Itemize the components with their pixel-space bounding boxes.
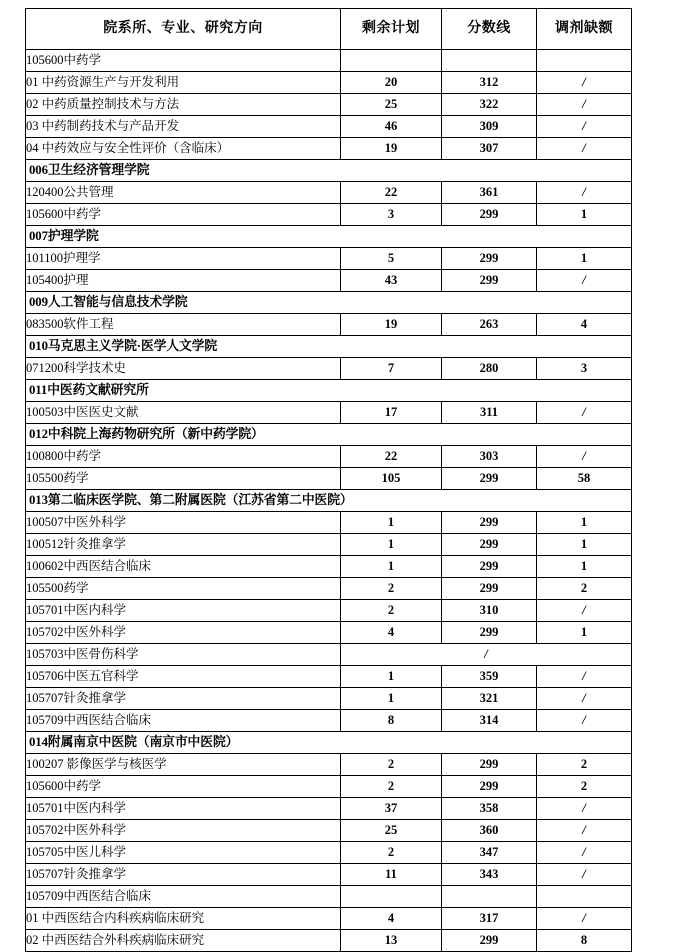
cell-remaining-plan: 7 [341, 358, 442, 380]
table-row [26, 798, 632, 820]
cell-remaining-plan: 4 [341, 908, 442, 930]
section-header-row [26, 336, 632, 358]
cell-adjust-deficit [537, 886, 632, 908]
table-row [26, 314, 632, 336]
table-header-row [26, 9, 632, 50]
cell-remaining-plan: 1 [341, 666, 442, 688]
table-row [26, 534, 632, 556]
cell-major: 105702中医外科学 [26, 622, 341, 644]
cell-remaining-plan: 11 [341, 864, 442, 886]
cell-remaining-plan: 19 [341, 314, 442, 336]
cell-major: 101100护理学 [26, 248, 341, 270]
cell-adjust-deficit: / [537, 270, 632, 292]
column-header-deficit: 调剂缺额 [537, 9, 632, 50]
cell-adjust-deficit: 1 [537, 512, 632, 534]
cell-score-line: 299 [442, 468, 537, 490]
section-header-label: 006卫生经济管理学院 [26, 160, 632, 182]
table-row [26, 930, 632, 952]
cell-major: 105500药学 [26, 578, 341, 600]
section-header-label: 007护理学院 [26, 226, 632, 248]
cell-remaining-plan: 4 [341, 622, 442, 644]
cell-score-line: 312 [442, 72, 537, 94]
cell-major: 01 中药资源生产与开发利用 [26, 72, 341, 94]
section-header-row [26, 490, 632, 512]
cell-adjust-deficit: 3 [537, 358, 632, 380]
cell-remaining-plan: 2 [341, 776, 442, 798]
table-row [26, 578, 632, 600]
cell-major: 100503中医医史文献 [26, 402, 341, 424]
table-row [26, 402, 632, 424]
cell-major: 105707针灸推拿学 [26, 864, 341, 886]
cell-score-line: 299 [442, 930, 537, 952]
column-header-score: 分数线 [442, 9, 537, 50]
cell-score-line: 310 [442, 600, 537, 622]
section-header-row [26, 292, 632, 314]
table-row [26, 776, 632, 798]
cell-score-line: 299 [442, 512, 537, 534]
section-header-row [26, 424, 632, 446]
cell-score-line: 299 [442, 204, 537, 226]
table-row [26, 138, 632, 160]
section-header-row [26, 160, 632, 182]
cell-major: 105709中西医结合临床 [26, 886, 341, 908]
cell-score-line: 280 [442, 358, 537, 380]
cell-major: 105707针灸推拿学 [26, 688, 341, 710]
table-row [26, 204, 632, 226]
cell-remaining-plan: 1 [341, 512, 442, 534]
table-row [26, 116, 632, 138]
cell-major: 02 中西医结合外科疾病临床研究 [26, 930, 341, 952]
cell-remaining-plan [341, 886, 442, 908]
cell-adjust-deficit: 1 [537, 622, 632, 644]
cell-score-line: 358 [442, 798, 537, 820]
cell-adjust-deficit: 8 [537, 930, 632, 952]
cell-score-line: 303 [442, 446, 537, 468]
cell-adjust-deficit: / [537, 600, 632, 622]
table-row [26, 864, 632, 886]
cell-remaining-plan: 3 [341, 204, 442, 226]
cell-score-line: 299 [442, 578, 537, 600]
cell-adjust-deficit: 2 [537, 578, 632, 600]
cell-major: 105600中药学 [26, 204, 341, 226]
table-header [26, 9, 632, 50]
cell-adjust-deficit: / [537, 402, 632, 424]
section-header-label: 014附属南京中医院（南京市中医院） [26, 732, 632, 754]
cell-score-line: 317 [442, 908, 537, 930]
table-row [26, 710, 632, 732]
cell-score-line: 361 [442, 182, 537, 204]
cell-major: 105500药学 [26, 468, 341, 490]
cell-score-line: 299 [442, 776, 537, 798]
cell-adjust-deficit: 1 [537, 204, 632, 226]
cell-merged-value: / [341, 644, 632, 666]
cell-remaining-plan: 8 [341, 710, 442, 732]
cell-remaining-plan: 2 [341, 578, 442, 600]
cell-remaining-plan [341, 50, 442, 72]
cell-major: 105703中医骨伤科学 [26, 644, 341, 666]
cell-score-line: 322 [442, 94, 537, 116]
cell-major: 105400护理 [26, 270, 341, 292]
cell-adjust-deficit: / [537, 116, 632, 138]
cell-remaining-plan: 25 [341, 94, 442, 116]
adjustment-quota-table [25, 8, 632, 952]
cell-score-line: 299 [442, 556, 537, 578]
table-row [26, 688, 632, 710]
cell-remaining-plan: 2 [341, 754, 442, 776]
section-header-row [26, 380, 632, 402]
cell-adjust-deficit: 1 [537, 248, 632, 270]
table-row [26, 358, 632, 380]
column-header-plan: 剩余计划 [341, 9, 442, 50]
cell-major: 105706中医五官科学 [26, 666, 341, 688]
cell-adjust-deficit: / [537, 842, 632, 864]
table-row [26, 248, 632, 270]
table-row [26, 622, 632, 644]
section-header-label: 011中医药文献研究所 [26, 380, 632, 402]
section-header-label: 010马克思主义学院·医学人文学院 [26, 336, 632, 358]
adjustment-quota-table-wrapper [25, 8, 631, 952]
table-row [26, 182, 632, 204]
cell-score-line: 343 [442, 864, 537, 886]
cell-remaining-plan: 37 [341, 798, 442, 820]
table-row [26, 446, 632, 468]
table-row [26, 886, 632, 908]
cell-adjust-deficit: 1 [537, 556, 632, 578]
cell-remaining-plan: 2 [341, 842, 442, 864]
section-header-label: 009人工智能与信息技术学院 [26, 292, 632, 314]
cell-adjust-deficit: / [537, 820, 632, 842]
cell-score-line: 347 [442, 842, 537, 864]
cell-major: 105705中医儿科学 [26, 842, 341, 864]
cell-major: 105600中药学 [26, 50, 341, 72]
cell-remaining-plan: 1 [341, 534, 442, 556]
cell-major: 105701中医内科学 [26, 600, 341, 622]
cell-major: 105701中医内科学 [26, 798, 341, 820]
cell-adjust-deficit: / [537, 688, 632, 710]
section-header-label: 013第二临床医学院、第二附属医院（江苏省第二中医院） [26, 490, 632, 512]
cell-score-line [442, 886, 537, 908]
cell-adjust-deficit: 58 [537, 468, 632, 490]
section-header-row [26, 732, 632, 754]
cell-score-line: 263 [442, 314, 537, 336]
cell-adjust-deficit: / [537, 710, 632, 732]
cell-score-line: 360 [442, 820, 537, 842]
cell-adjust-deficit: / [537, 72, 632, 94]
cell-major: 105702中医外科学 [26, 820, 341, 842]
cell-remaining-plan: 105 [341, 468, 442, 490]
table-row [26, 908, 632, 930]
cell-major: 02 中药质量控制技术与方法 [26, 94, 341, 116]
column-header-major: 院系所、专业、研究方向 [26, 9, 341, 50]
cell-major: 100800中药学 [26, 446, 341, 468]
cell-adjust-deficit: 4 [537, 314, 632, 336]
cell-remaining-plan: 20 [341, 72, 442, 94]
cell-remaining-plan: 1 [341, 688, 442, 710]
cell-major: 01 中西医结合内科疾病临床研究 [26, 908, 341, 930]
table-body [26, 50, 632, 952]
cell-adjust-deficit: / [537, 666, 632, 688]
cell-remaining-plan: 46 [341, 116, 442, 138]
table-row [26, 820, 632, 842]
cell-score-line: 309 [442, 116, 537, 138]
cell-score-line: 311 [442, 402, 537, 424]
table-row [26, 644, 632, 666]
cell-adjust-deficit: / [537, 182, 632, 204]
cell-major: 083500软件工程 [26, 314, 341, 336]
cell-adjust-deficit: / [537, 94, 632, 116]
cell-major: 105600中药学 [26, 776, 341, 798]
cell-major: 105709中西医结合临床 [26, 710, 341, 732]
cell-adjust-deficit: 1 [537, 534, 632, 556]
cell-major: 071200科学技术史 [26, 358, 341, 380]
cell-remaining-plan: 43 [341, 270, 442, 292]
cell-major: 04 中药效应与安全性评价（含临床） [26, 138, 341, 160]
cell-adjust-deficit: / [537, 446, 632, 468]
table-row [26, 600, 632, 622]
cell-remaining-plan: 5 [341, 248, 442, 270]
cell-score-line: 299 [442, 270, 537, 292]
cell-score-line: 299 [442, 248, 537, 270]
cell-score-line: 299 [442, 754, 537, 776]
cell-score-line: 314 [442, 710, 537, 732]
table-row [26, 666, 632, 688]
table-row [26, 270, 632, 292]
table-row [26, 468, 632, 490]
cell-adjust-deficit: / [537, 138, 632, 160]
cell-score-line: 321 [442, 688, 537, 710]
cell-score-line [442, 50, 537, 72]
cell-major: 100207 影像医学与核医学 [26, 754, 341, 776]
cell-major: 100512针灸推拿学 [26, 534, 341, 556]
cell-score-line: 299 [442, 622, 537, 644]
cell-remaining-plan: 1 [341, 556, 442, 578]
table-row [26, 556, 632, 578]
cell-remaining-plan: 17 [341, 402, 442, 424]
cell-remaining-plan: 22 [341, 446, 442, 468]
section-header-label: 012中科院上海药物研究所（新中药学院） [26, 424, 632, 446]
cell-major: 03 中药制药技术与产品开发 [26, 116, 341, 138]
table-row [26, 754, 632, 776]
table-row [26, 72, 632, 94]
table-row [26, 50, 632, 72]
cell-remaining-plan: 25 [341, 820, 442, 842]
section-header-row [26, 226, 632, 248]
cell-adjust-deficit: 2 [537, 754, 632, 776]
cell-remaining-plan: 2 [341, 600, 442, 622]
cell-major: 100602中西医结合临床 [26, 556, 341, 578]
cell-major: 120400公共管理 [26, 182, 341, 204]
cell-score-line: 359 [442, 666, 537, 688]
cell-adjust-deficit [537, 50, 632, 72]
table-row [26, 94, 632, 116]
table-row [26, 842, 632, 864]
cell-remaining-plan: 13 [341, 930, 442, 952]
cell-major: 100507中医外科学 [26, 512, 341, 534]
cell-score-line: 307 [442, 138, 537, 160]
cell-adjust-deficit: 2 [537, 776, 632, 798]
cell-score-line: 299 [442, 534, 537, 556]
table-row [26, 512, 632, 534]
cell-adjust-deficit: / [537, 798, 632, 820]
cell-adjust-deficit: / [537, 908, 632, 930]
cell-adjust-deficit: / [537, 864, 632, 886]
cell-remaining-plan: 22 [341, 182, 442, 204]
cell-remaining-plan: 19 [341, 138, 442, 160]
